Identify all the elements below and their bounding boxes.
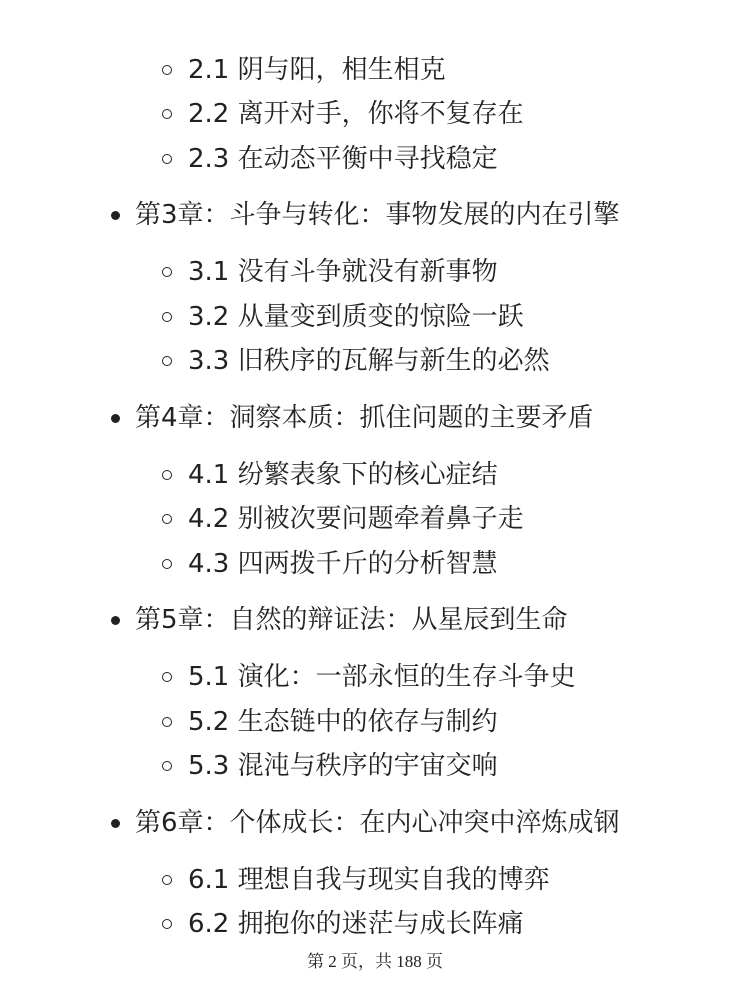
chapter-item [0, 598, 750, 643]
section-item [0, 902, 750, 947]
hollow-circle-bullet-icon [162, 154, 172, 164]
section-title: 3.3 旧秩序的瓦解与新生的必然 [188, 346, 550, 376]
section-item [0, 700, 750, 745]
chapter-title: 第4章：洞察本质：抓住问题的主要矛盾 [135, 402, 594, 433]
hollow-circle-bullet-icon [162, 470, 172, 480]
section-item [0, 858, 750, 903]
hollow-circle-bullet-icon [162, 267, 172, 277]
section-item [0, 497, 750, 542]
hollow-circle-bullet-icon [162, 761, 172, 771]
hollow-circle-bullet-icon [162, 919, 172, 929]
section-title: 5.1 演化：一部永恒的生存斗争史 [188, 662, 576, 692]
chapter-title: 第3章：斗争与转化：事物发展的内在引擎 [135, 200, 620, 231]
page-footer [0, 950, 750, 974]
section-item [0, 250, 750, 295]
chapter-group [0, 193, 750, 383]
section-title: 3.1 没有斗争就没有新事物 [188, 257, 498, 287]
section-item [0, 295, 750, 340]
section-item [0, 655, 750, 700]
section-item [0, 542, 750, 587]
hollow-circle-bullet-icon [162, 559, 172, 569]
section-title: 6.1 理想自我与现实自我的博弈 [188, 864, 550, 895]
chapter-title: 第5章：自然的辩证法：从星辰到生命 [135, 605, 568, 636]
section-item [0, 453, 750, 498]
section-title: 3.2 从量变到质变的惊险一跃 [188, 301, 524, 332]
filled-circle-bullet-icon [111, 616, 120, 625]
section-title: 4.1 纷繁表象下的核心症结 [188, 459, 498, 490]
section-title: 2.2 离开对手，你将不复存在 [188, 99, 524, 129]
section-item [0, 339, 750, 384]
section-title: 2.1 阴与阳，相生相克 [188, 54, 446, 85]
continued-section-group [0, 48, 750, 182]
section-item [0, 48, 750, 93]
chapter-group [0, 396, 750, 586]
chapter-title: 第6章：个体成长：在内心冲突中淬炼成钢 [135, 807, 620, 838]
section-item [0, 137, 750, 182]
hollow-circle-bullet-icon [162, 65, 172, 75]
chapter-item [0, 396, 750, 441]
hollow-circle-bullet-icon [162, 717, 172, 727]
chapter-group [0, 598, 750, 788]
hollow-circle-bullet-icon [162, 312, 172, 322]
section-title: 2.3 在动态平衡中寻找稳定 [188, 143, 498, 174]
section-title: 4.2 别被次要问题牵着鼻子走 [188, 504, 524, 534]
section-title: 4.3 四两拨千斤的分析智慧 [188, 548, 498, 579]
hollow-circle-bullet-icon [162, 109, 172, 119]
hollow-circle-bullet-icon [162, 875, 172, 885]
section-item [0, 744, 750, 789]
hollow-circle-bullet-icon [162, 356, 172, 366]
page-number-label: 第 2 页，共 188 页 [307, 952, 443, 971]
filled-circle-bullet-icon [111, 819, 120, 828]
filled-circle-bullet-icon [111, 211, 120, 220]
chapter-item [0, 193, 750, 238]
section-title: 6.2 拥抱你的迷茫与成长阵痛 [188, 909, 524, 939]
filled-circle-bullet-icon [111, 414, 120, 423]
section-title: 5.3 混沌与秩序的宇宙交响 [188, 751, 498, 781]
hollow-circle-bullet-icon [162, 672, 172, 682]
chapter-item [0, 801, 750, 846]
section-item [0, 92, 750, 137]
section-title: 5.2 生态链中的依存与制约 [188, 706, 498, 737]
hollow-circle-bullet-icon [162, 514, 172, 524]
chapter-group [0, 801, 750, 947]
